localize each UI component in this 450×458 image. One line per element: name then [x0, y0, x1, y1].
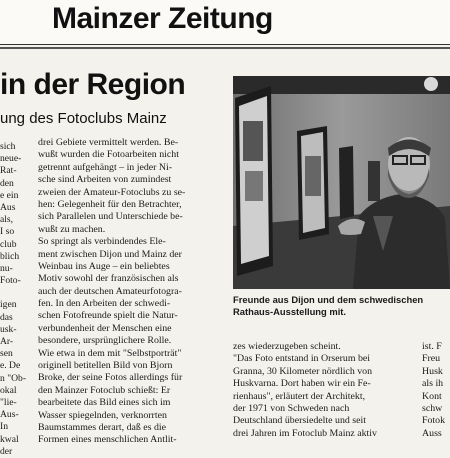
- column-1-line: okal: [0, 384, 17, 396]
- column-1-line: Rat-: [0, 165, 17, 177]
- column-3-line: drei Jahren im Fotoclub Mainz aktiv: [233, 427, 377, 439]
- column-3-line: rienhaus", erläutert der Architekt,: [233, 390, 366, 402]
- column-2-line: originell betitellen Bild von Bjorn: [38, 360, 173, 372]
- caption-line: Rathaus-Ausstellung mit.: [233, 306, 347, 317]
- column-1-line: den: [0, 177, 14, 189]
- masthead-rule: [0, 44, 450, 45]
- column-1-line: I so: [0, 226, 15, 238]
- column-1-line: der: [0, 445, 13, 457]
- column-2-line: den Mainzer Fotoclub schießt: Er: [38, 384, 171, 396]
- column-1-line: sich: [0, 141, 16, 152]
- text-column-1: [0, 141, 30, 458]
- column-2-line: fen. In den Arbeiten der schwedi-: [38, 298, 171, 310]
- masthead-double-rule: [0, 47, 450, 49]
- column-3-line: zes wiederzugeben scheint.: [233, 341, 341, 352]
- column-3-line: Deutschland übersiedelte und seit: [233, 415, 366, 427]
- column-1-line: "lie-: [0, 396, 17, 408]
- column-2-line: Wie etwa in dem mit "Selbstporträt": [38, 347, 182, 359]
- column-2-line: schen Fotofreunde spielt die Natur-: [38, 310, 178, 322]
- column-4-line: als ih: [422, 378, 444, 390]
- column-2-line: besondere, ursprünglichere Rolle.: [38, 335, 172, 347]
- column-1-line: Aus-: [0, 409, 19, 421]
- column-2-line: Formen eines menschlichen Antlit-: [38, 434, 177, 446]
- column-2-line: wußt wurden die Fotoarbeiten nicht: [38, 149, 179, 161]
- article-photo: [233, 76, 450, 289]
- column-3-line: Huskvarna. Dort haben wir ein Fe-: [233, 378, 371, 390]
- column-2-line: sche sind Arbeiten von zumindest: [38, 174, 172, 186]
- column-4-line: Auss: [422, 427, 442, 439]
- column-4-line: ist. F: [422, 341, 442, 352]
- photo-caption: [233, 294, 450, 318]
- column-2-line: zweien der Amateur-Fotoclubs zu se-: [38, 186, 186, 198]
- column-1-line: Foto-: [0, 275, 21, 287]
- column-2-line: verbundenheit der Menschen eine: [38, 322, 172, 334]
- column-2-line: Broke, der seine Fotos allerdings für: [38, 372, 183, 384]
- column-3-line: der 1971 von Schweden nach: [233, 402, 350, 414]
- column-1-line: Aus: [0, 201, 16, 213]
- photo-illustration: [233, 76, 450, 289]
- column-1-line: als,: [0, 214, 14, 226]
- article-subheadline: ung des Fotoclubs Mainz: [0, 110, 167, 127]
- column-4-line: Fotok: [422, 415, 446, 427]
- column-3-line: "Das Foto entstand in Orserum bei: [233, 353, 371, 365]
- column-2-line: auch der deutschen Amateurfotogra-: [38, 285, 182, 297]
- column-1-line: das: [0, 311, 13, 323]
- column-1-line: nu-: [0, 262, 13, 274]
- column-1-line: usk-: [0, 323, 17, 335]
- masthead-bar: [0, 0, 450, 44]
- column-4-line: schw: [422, 402, 443, 414]
- column-2-line: drei Gebiete vermittelt werden. Be-: [38, 137, 179, 148]
- column-4-line: Freu: [422, 353, 441, 365]
- column-2-line: bearbeitete das Bild eines sich im: [38, 397, 171, 409]
- column-2-line: hen: Gelegenheit für den Betrachter,: [38, 198, 182, 210]
- text-column-4: [422, 341, 450, 440]
- column-2-line: Motiv sowohl der französischen als: [38, 273, 179, 285]
- column-4-line: Husk: [422, 365, 443, 377]
- column-1-line: neue-: [0, 153, 22, 165]
- column-2-line: Weinbau ins Auge – ein beliebtes: [38, 260, 170, 272]
- column-1-line: [0, 287, 30, 299]
- column-1-line: igen: [0, 299, 17, 311]
- column-1-line: kwal: [0, 433, 19, 445]
- caption-line: Freunde aus Dijon und dem schwedischen: [233, 294, 424, 305]
- column-1-line: blich: [0, 250, 20, 262]
- text-column-3: [233, 341, 410, 440]
- column-1-line: e. De: [0, 360, 21, 372]
- column-1-line: e ein: [0, 189, 19, 201]
- column-4-line: Kont: [422, 390, 442, 402]
- article-headline: in der Region: [0, 68, 186, 101]
- column-2-line: Baumstammes derart, daß es die: [38, 421, 167, 433]
- text-column-2: [38, 137, 229, 447]
- column-1-line: Ar-: [0, 336, 14, 347]
- column-2-line: sich Parallelen und Unterschiede be-: [38, 211, 183, 223]
- column-3-line: Granna, 30 Kilometer nördlich von: [233, 365, 373, 377]
- column-2-line: wußt zu machen.: [38, 223, 106, 235]
- column-2-line: Wasser spiegelnden, verknorrten: [38, 409, 167, 421]
- column-1-line: club: [0, 238, 17, 250]
- column-1-line: In: [0, 421, 8, 433]
- column-2-line: getrennt aufgehängt – in jeder Ni-: [38, 161, 173, 173]
- column-1-line: n "Ob-: [0, 372, 27, 384]
- column-1-line: sen: [0, 348, 13, 360]
- column-2-line: ment zwischen Dijon und Mainz der: [38, 248, 182, 260]
- column-2-line: So springt als verbindendes Ele-: [38, 236, 166, 248]
- masthead-title: Mainzer Zeitung: [52, 2, 273, 35]
